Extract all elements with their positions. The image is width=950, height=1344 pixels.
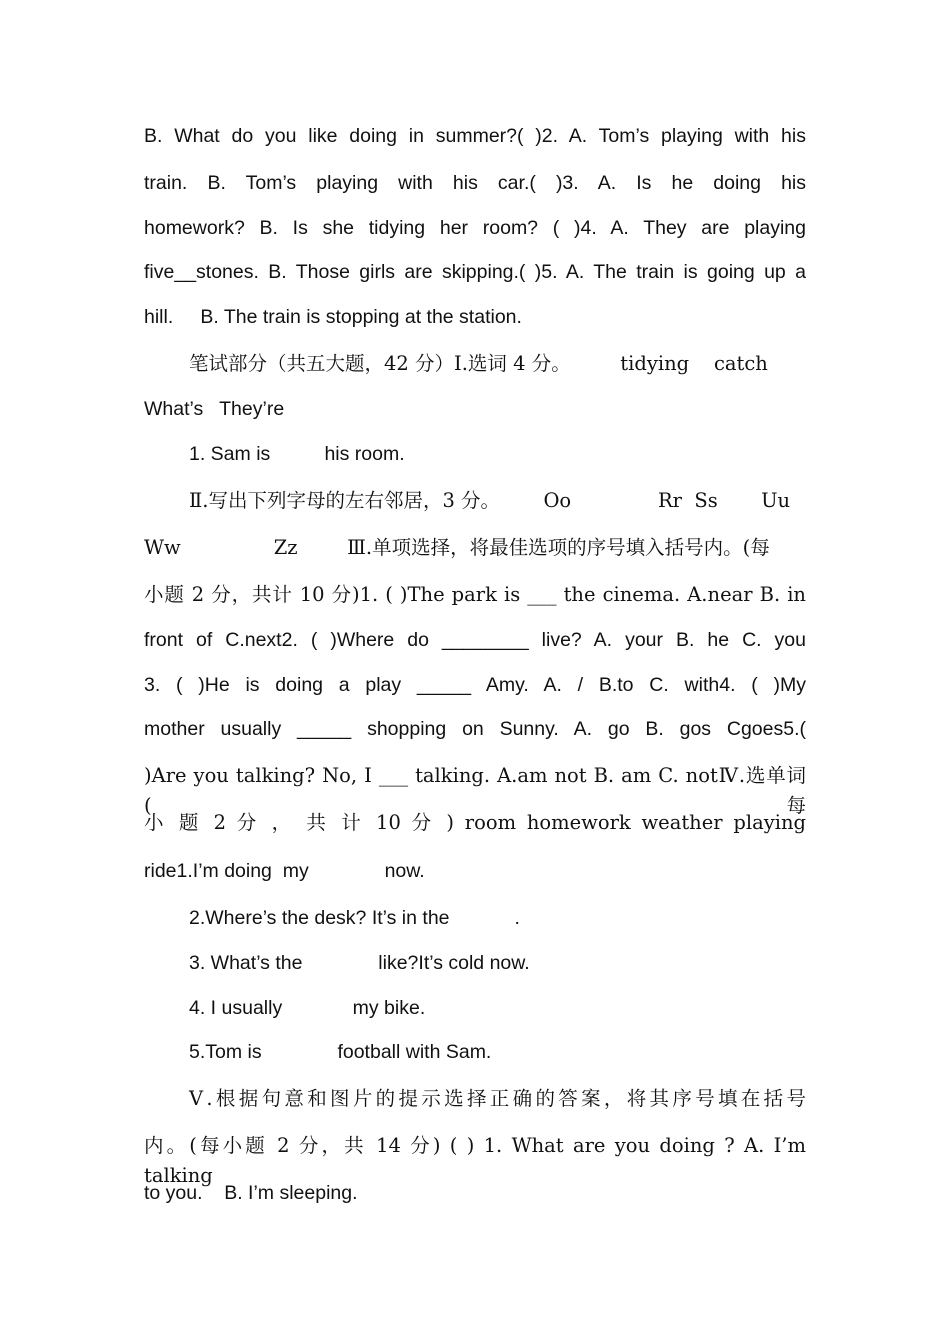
text-line: 2.Where’s the desk? It’s in the . (189, 907, 520, 929)
text-line: train. B. Tom’s playing with his car.( )3. A. Is he doing his (144, 172, 806, 194)
text-line: ride1.I’m doing my now. (144, 860, 425, 882)
text-line: B. What do you like doing in summer?( )2. A. Tom’s playing with his (144, 125, 806, 147)
document-page (144, 0, 806, 1344)
text-line: What’s They’re (144, 398, 285, 420)
text-line: hill. B. The train is stopping at the station. (144, 306, 522, 328)
text-line: homework? B. Is she tidying her room? ( )4. A. They are playing (144, 217, 806, 239)
text-line: front of C.next2. ( )Where do ________ live? A. your B. he C. you (144, 629, 806, 651)
text-line: )Are you talking? No, I ___ talking. A.am not B. am C. notⅣ.选单词 (每 (144, 764, 806, 817)
text-line: 3. ( )He is doing a play _____ Amy. A. / B.to C. with4. ( )My (144, 674, 806, 696)
text-line: mother usually _____ shopping on Sunny. A. go B. gos Cgoes5.( (144, 718, 806, 740)
text-line: five__stones. B. Those girls are skipping.( )5. A. The train is going up a (144, 261, 806, 283)
text-line: 小题 2 分，共计 10 分)1. ( )The park is ___ the cinema. A.near B. in (144, 583, 806, 606)
section-heading: 笔试部分（共五大题，42 分）Ⅰ.选词 4 分。 tidying catch (189, 352, 768, 375)
text-line: 内。(每小题 2 分，共 14 分) ( ) 1. What are you doing ? A. I’m talking (144, 1134, 806, 1187)
text-line: 小 题 2 分 ， 共 计 10 分 ) room homework weather playing (144, 811, 806, 834)
section-heading: Ⅱ.写出下列字母的左右邻居，3 分。 Oo Rr Ss Uu (189, 489, 791, 512)
section-heading: Ww Zz Ⅲ.单项选择，将最佳选项的序号填入括号内。(每 (144, 536, 770, 559)
text-line: 4. I usually my bike. (189, 997, 426, 1019)
text-line: 3. What’s the like?It’s cold now. (189, 952, 530, 974)
section-heading: Ⅴ.根据句意和图片的提示选择正确的答案，将其序号填在括号 (189, 1087, 806, 1110)
text-line: 1. Sam is his room. (189, 443, 405, 465)
text-line: 5.Tom is football with Sam. (189, 1041, 492, 1063)
text-line: to you. B. I’m sleeping. (144, 1182, 358, 1204)
